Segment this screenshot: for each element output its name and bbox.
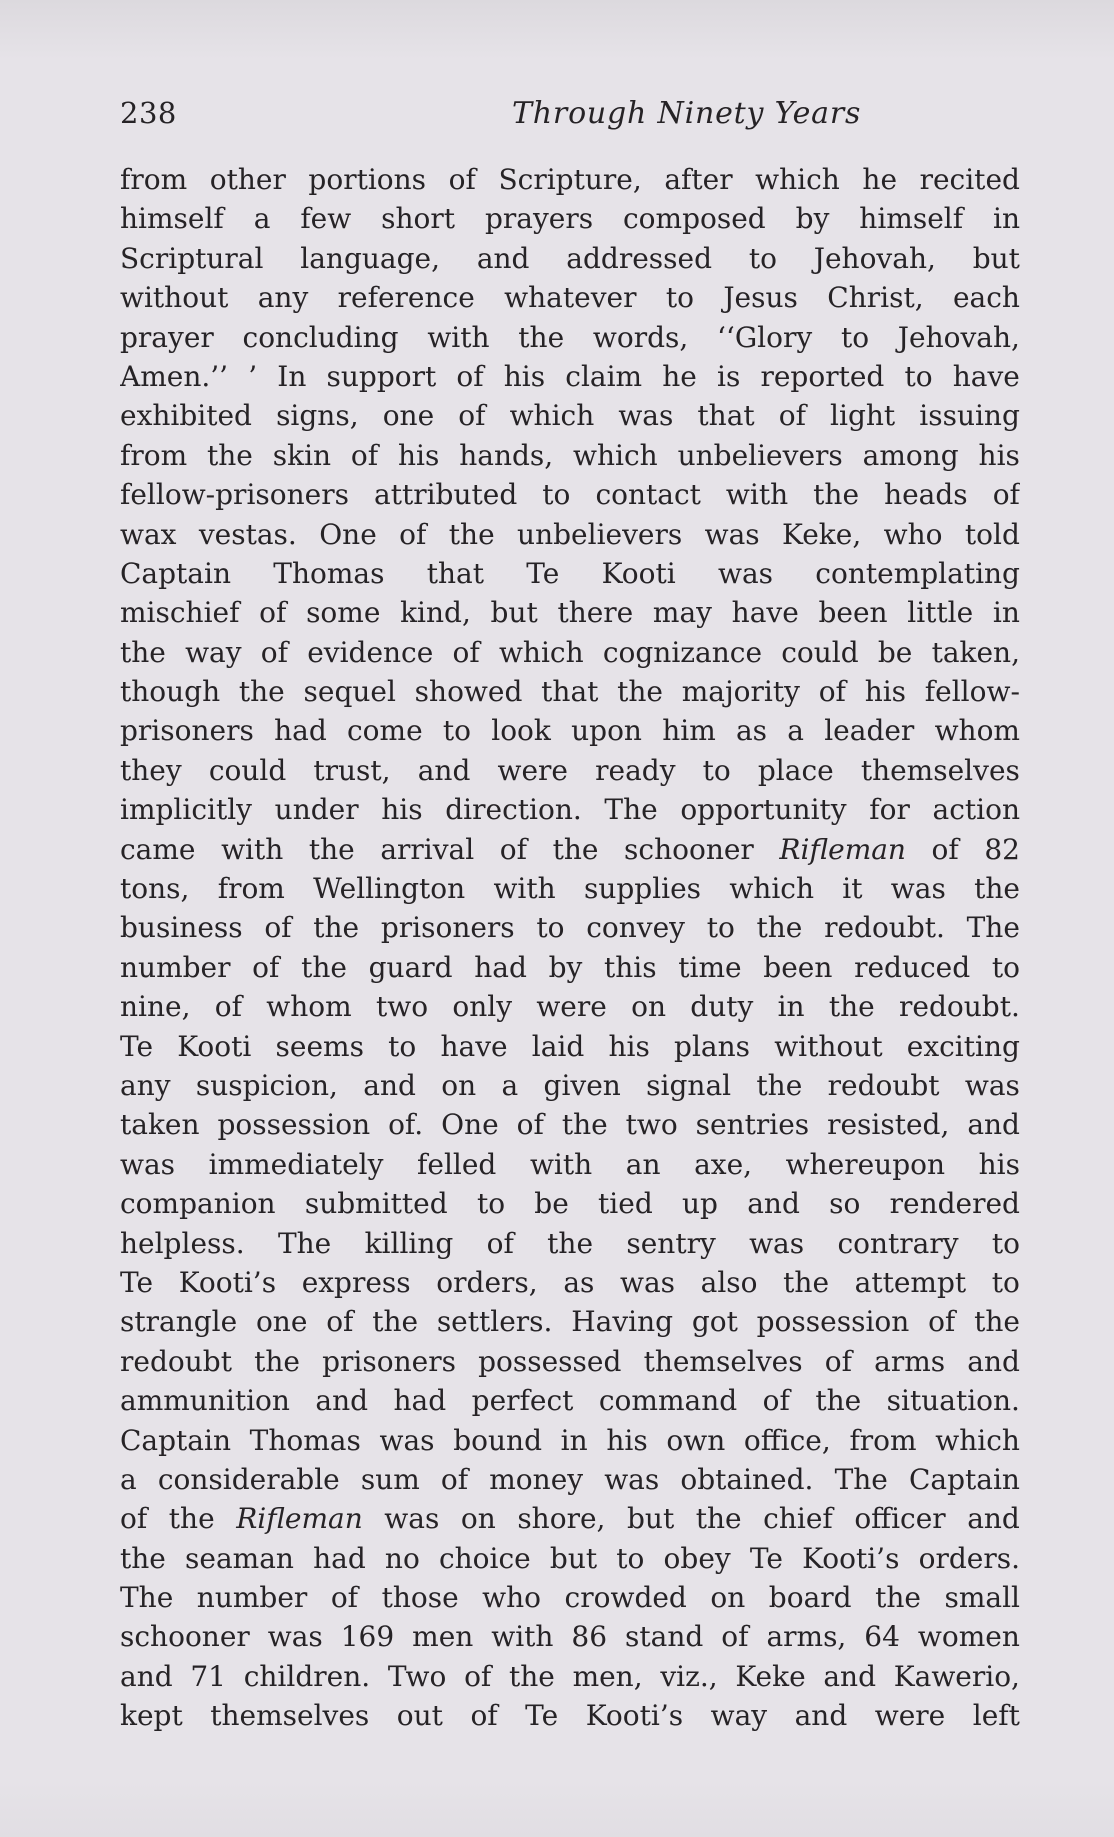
text-line: wax vestas. One of the unbelievers was Keke, who told — [120, 517, 1020, 551]
text-line: from the skin of his hands, which unbelievers among his — [120, 438, 1020, 472]
text-line: from other portions of Scripture, after which he recited — [120, 163, 1020, 196]
text-line: redoubt the prisoners possessed themselves of arms and — [120, 1344, 1020, 1378]
text-line: strangle one of the settlers. Having got possession of the — [120, 1305, 1020, 1339]
text-line: tons, from Wellington with supplies which it was the — [120, 872, 1020, 906]
text-line: Scriptural language, and addressed to Jehovah, but — [120, 241, 1020, 275]
text-line: fellow-prisoners attributed to contact with the heads of — [120, 478, 1020, 512]
text-line: the seaman had no choice but to obey Te Kooti’s orders. — [120, 1541, 1020, 1575]
text-line: companion submitted to be tied up and so rendered — [120, 1187, 1020, 1221]
text-line: nine, of whom two only were on duty in the redoubt. — [120, 990, 1020, 1024]
text-line: The number of those who crowded on board the small — [120, 1581, 1020, 1615]
text-line: without any reference whatever to Jesus Christ, each — [120, 281, 1020, 315]
text-line: Te Kooti’s express orders, as was also the attempt to — [120, 1265, 1020, 1299]
body-text — [120, 160, 1020, 1736]
text-line: Captain Thomas was bound in his own office, from which — [120, 1423, 1020, 1457]
text-line: they could trust, and were ready to place themselves — [120, 753, 1020, 787]
text-line: came with the arrival of the schooner Rifleman of 82 — [120, 832, 1020, 866]
text-line: and 71 children. Two of the men, viz., Keke and Kawerio, — [120, 1659, 1020, 1693]
text-line: business of the prisoners to convey to the redoubt. The — [120, 911, 1020, 945]
text-line: implicitly under his direction. The opportunity for action — [120, 793, 1020, 827]
text-line: ammunition and had perfect command of the situation. — [120, 1384, 1020, 1418]
page-number: 238 — [120, 96, 177, 130]
text-line: schooner was 169 men with 86 stand of arms, 64 women — [120, 1620, 1020, 1654]
text-line: Amen.’’ ’ In support of his claim he is reported to have — [120, 359, 1020, 393]
page-header — [120, 96, 1020, 140]
text-line: kept themselves out of Te Kooti’s way and were left — [120, 1699, 1020, 1733]
text-line: was immediately felled with an axe, whereupon his — [120, 1147, 1020, 1181]
text-line: himself a few short prayers composed by himself in — [120, 202, 1020, 236]
text-line: Captain Thomas that Te Kooti was contemplating — [120, 556, 1020, 590]
text-line: number of the guard had by this time been reduced to — [120, 950, 1020, 984]
text-line: Te Kooti seems to have laid his plans without exciting — [120, 1029, 1020, 1063]
running-title: Through Ninety Years — [512, 96, 862, 131]
text-line: mischief of some kind, but there may have been little in — [120, 596, 1020, 630]
text-line: helpless. The killing of the sentry was contrary to — [120, 1226, 1020, 1260]
text-line: a considerable sum of money was obtained. The Captain — [120, 1462, 1020, 1496]
text-line: taken possession of. One of the two sentries resisted, and — [120, 1108, 1020, 1142]
text-line: prayer concluding with the words, ‘‘Glory to Jehovah, — [120, 320, 1020, 354]
text-line: though the sequel showed that the majority of his fellow- — [120, 675, 1020, 709]
text-line: any suspicion, and on a given signal the redoubt was — [120, 1068, 1020, 1102]
text-line: prisoners had come to look upon him as a leader whom — [120, 714, 1020, 748]
text-line: exhibited signs, one of which was that of light issuing — [120, 399, 1020, 433]
text-line: of the Rifleman was on shore, but the chief officer and — [120, 1502, 1020, 1536]
text-line: the way of evidence of which cognizance could be taken, — [120, 635, 1020, 669]
